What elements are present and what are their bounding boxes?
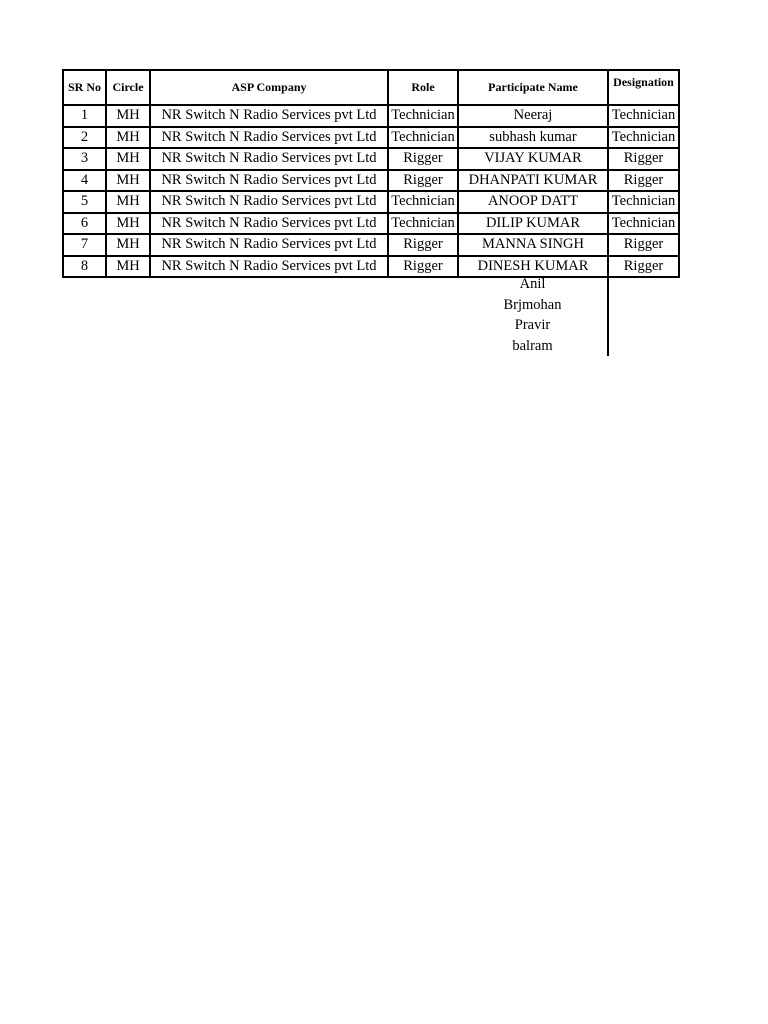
table-row xyxy=(63,170,679,192)
cell-designation[interactable]: Technician xyxy=(608,105,679,127)
extra-name[interactable]: balram xyxy=(512,337,553,354)
cell-participate-name[interactable]: MANNA SINGH xyxy=(458,234,608,256)
cell-participate-name[interactable]: DINESH KUMAR xyxy=(458,256,608,278)
cell-participate-name[interactable]: Neeraj xyxy=(458,105,608,127)
header-designation: Designation xyxy=(608,70,679,105)
cell-designation[interactable]: Technician xyxy=(608,213,679,235)
table-row xyxy=(63,127,679,149)
extra-name[interactable]: Anil xyxy=(519,276,546,292)
cell-participate-name[interactable]: DILIP KUMAR xyxy=(458,213,608,235)
cell-circle[interactable]: MH xyxy=(106,148,150,170)
cell-sr-no[interactable]: 3 xyxy=(63,148,106,170)
cell-circle[interactable]: MH xyxy=(106,170,150,192)
cell-asp-company[interactable]: NR Switch N Radio Services pvt Ltd xyxy=(150,148,388,170)
cell-role[interactable]: Technician xyxy=(388,105,458,127)
table-row xyxy=(63,213,679,235)
header-asp-company: ASP Company xyxy=(150,70,388,105)
cell-asp-company[interactable]: NR Switch N Radio Services pvt Ltd xyxy=(150,234,388,256)
designation-column-border xyxy=(607,274,609,356)
cell-role[interactable]: Technician xyxy=(388,127,458,149)
cell-designation[interactable]: Rigger xyxy=(608,170,679,192)
cell-role[interactable]: Rigger xyxy=(388,170,458,192)
cell-participate-name[interactable]: DHANPATI KUMAR xyxy=(458,170,608,192)
extra-name[interactable]: Pravir xyxy=(514,317,551,333)
cell-designation[interactable]: Rigger xyxy=(608,234,679,256)
cell-participate-name[interactable]: ANOOP DATT xyxy=(458,191,608,213)
cell-circle[interactable]: MH xyxy=(106,234,150,256)
cell-sr-no[interactable]: 5 xyxy=(63,191,106,213)
cell-designation[interactable]: Rigger xyxy=(608,256,679,278)
extra-name[interactable]: Brjmohan xyxy=(503,296,562,313)
cell-asp-company[interactable]: NR Switch N Radio Services pvt Ltd xyxy=(150,105,388,127)
cell-participate-name[interactable]: subhash kumar xyxy=(458,127,608,149)
participants-table xyxy=(62,69,680,278)
cell-asp-company[interactable]: NR Switch N Radio Services pvt Ltd xyxy=(150,256,388,278)
cell-circle[interactable]: MH xyxy=(106,213,150,235)
header-circle: Circle xyxy=(106,70,150,105)
cell-circle[interactable]: MH xyxy=(106,256,150,278)
cell-role[interactable]: Technician xyxy=(388,191,458,213)
cell-role[interactable]: Rigger xyxy=(388,148,458,170)
cell-sr-no[interactable]: 4 xyxy=(63,170,106,192)
cell-circle[interactable]: MH xyxy=(106,191,150,213)
cell-designation[interactable]: Technician xyxy=(608,191,679,213)
header-role: Role xyxy=(388,70,458,105)
header-row xyxy=(63,70,679,105)
cell-asp-company[interactable]: NR Switch N Radio Services pvt Ltd xyxy=(150,213,388,235)
cell-participate-name[interactable]: VIJAY KUMAR xyxy=(458,148,608,170)
table-row xyxy=(63,191,679,213)
cell-asp-company[interactable]: NR Switch N Radio Services pvt Ltd xyxy=(150,127,388,149)
cell-asp-company[interactable]: NR Switch N Radio Services pvt Ltd xyxy=(150,170,388,192)
header-sr-no: SR No xyxy=(63,70,106,105)
cell-sr-no[interactable]: 1 xyxy=(63,105,106,127)
cell-sr-no[interactable]: 8 xyxy=(63,256,106,278)
cell-circle[interactable]: MH xyxy=(106,127,150,149)
cell-sr-no[interactable]: 7 xyxy=(63,234,106,256)
cell-circle[interactable]: MH xyxy=(106,105,150,127)
spreadsheet-sheet xyxy=(62,69,680,278)
cell-designation[interactable]: Rigger xyxy=(608,148,679,170)
cell-role[interactable]: Technician xyxy=(388,213,458,235)
cell-designation[interactable]: Technician xyxy=(608,127,679,149)
cell-asp-company[interactable]: NR Switch N Radio Services pvt Ltd xyxy=(150,191,388,213)
table-row xyxy=(63,234,679,256)
cell-role[interactable]: Rigger xyxy=(388,256,458,278)
header-participate-name: Participate Name xyxy=(458,70,608,105)
cell-sr-no[interactable]: 6 xyxy=(63,213,106,235)
table-row xyxy=(63,105,679,127)
cell-sr-no[interactable]: 2 xyxy=(63,127,106,149)
table-row xyxy=(63,148,679,170)
cell-role[interactable]: Rigger xyxy=(388,234,458,256)
